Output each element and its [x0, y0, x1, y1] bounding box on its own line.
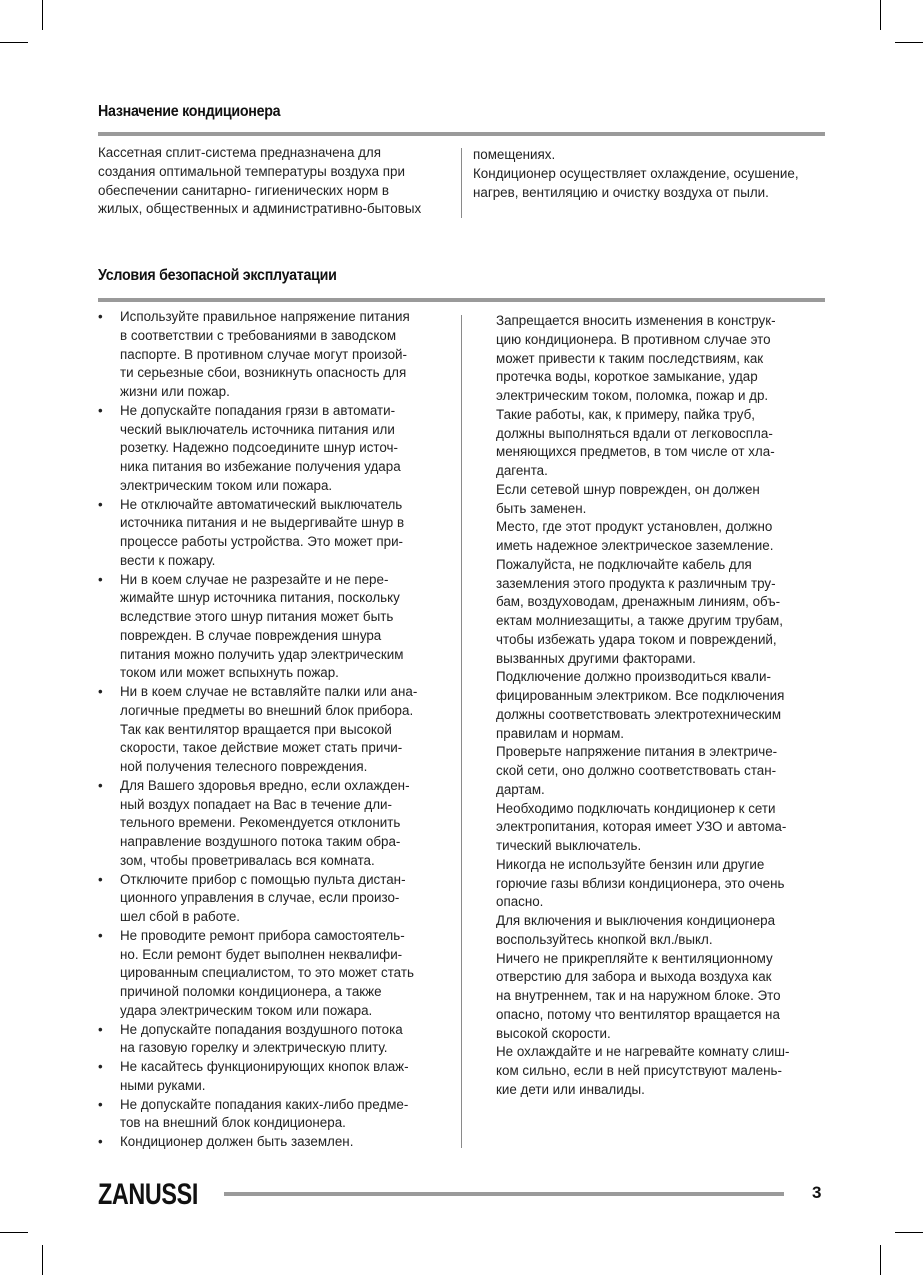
crop-mark-top-left-h [0, 42, 28, 43]
safety-column-divider [461, 315, 462, 1148]
crop-mark-bottom-left-h [0, 1232, 28, 1233]
bullet-text: Ни в коем случае не вставляйте палки или ана- логичные предметы во внешний блок прибора. Так как вентилятор вращается при высокой скорости, такое действие может стать причи- ной получения телесного повреждения. [120, 684, 418, 774]
purpose-column-divider [461, 148, 462, 218]
bullet-text: Кондиционер должен быть заземлен. [120, 1134, 354, 1149]
safety-paragraph: Необходимо подключать кондиционер к сети электропитания, которая имеет УЗО и автома- тический выключатель. [496, 800, 787, 853]
safety-paragraph: Проверьте напряжение питания в электриче- ской сети, оно должно соответствовать стан- дартам. [496, 744, 778, 797]
section-title-safety: Условия безопасной эксплуатации [98, 267, 337, 284]
bullet-text: Отключите прибор с помощью пульта дистан- ционного управления в случае, если произо- шел сбой в работе. [120, 871, 406, 924]
list-item [98, 1058, 453, 1096]
list-item [98, 308, 453, 402]
safety-paragraph: Для включения и выключения кондиционера воспользуйтесь кнопкой вкл./выкл. [496, 913, 776, 947]
bullet-text: Не отключайте автоматический выключатель источника питания и не выдергивайте шнур в процессе работы устройства. Это может при- вести к пожару. [120, 496, 405, 568]
list-item [98, 1096, 453, 1134]
bullet-icon: • [98, 777, 103, 793]
purpose-left-text: Кассетная сплит-система предназначена для создания оптимальной температуры воздуха при обеспечении санитарно- гигиенических норм в жилых, общественных и административно-бытовых [98, 145, 422, 217]
bullet-text: Не допускайте попадания воздушного потока на газовую горелку и электрическую плиту. [120, 1021, 403, 1056]
bullet-icon: • [98, 1059, 103, 1074]
crop-mark-top-right-v [880, 0, 881, 30]
bullet-icon: • [98, 402, 103, 418]
safety-paragraph: Пожалуйста, не подключайте кабель для заземления этого продукта к различным тру- бам, воздуховодам, дренажным линиям, объ- ектам молниезащиты, а также другим трубам, чтобы избежать удара током и повреждений, вызванных другими факторами. [496, 556, 783, 666]
bullet-icon: • [98, 927, 103, 943]
bullet-text: Для Вашего здоровья вредно, если охлажден- ный воздух попадает на Вас в течение дли- тельного времени. Рекомендуется отклонить направление воздушного потока таким обра- зом, чтобы проветривалась вся комната. [120, 777, 410, 868]
bullet-icon: • [98, 309, 103, 324]
safety-left-column [98, 308, 453, 1152]
list-item [98, 927, 453, 1021]
bullet-icon: • [98, 684, 103, 699]
safety-paragraph: Никогда не используйте бензин или другие горючие газы вблизи кондиционера, это очень опасно. [496, 856, 785, 910]
bullet-text: Не проводите ремонт прибора самостоятель- но. Если ремонт будет выполнен неквалифи- цированным специалистом, то это может стать причиной поломки кондиционера, а также удара электрическим током или пожара. [120, 927, 414, 1018]
list-item [98, 683, 453, 777]
safety-paragraph: Подключение должно производиться квали- фицированным электриком. Все подключения должны соответствовать электротехническим правилам и нормам. [496, 669, 785, 741]
safety-paragraph: Ничего не прикрепляйте к вентиляционному отверстию для забора и выхода воздуха как на внутреннем, так и на наружном блоке. Это опасно, потому что вентилятор вращается на высокой скорости. [496, 950, 781, 1041]
footer-rule [224, 1192, 784, 1196]
section-rule-purpose [98, 132, 825, 136]
page-number: 3 [812, 1183, 822, 1202]
purpose-left-column [98, 144, 453, 219]
brand-logo: ZANUSSI [98, 1178, 198, 1211]
bullet-text: Не допускайте попадания каких-либо предме- тов на внешний блок кондиционера. [120, 1096, 409, 1131]
safety-paragraph: Место, где этот продукт установлен, должно иметь надежное электрическое заземление. [496, 519, 774, 553]
list-item [98, 1133, 453, 1152]
list-item [98, 777, 453, 871]
list-item [98, 496, 453, 571]
list-item [98, 402, 453, 496]
safety-paragraph: Не охлаждайте и не нагревайте комнату слиш- ком сильно, если в ней присутствуют малень- кие дети или инвалиды. [496, 1044, 790, 1097]
crop-mark-bottom-left-v [42, 1245, 43, 1275]
safety-right-column [496, 312, 831, 1100]
bullet-text: Не касайтесь функционирующих кнопок влаж- ными руками. [120, 1059, 409, 1093]
purpose-right-text: помещениях. Кондиционер осуществляет охлаждение, осушение, нагрев, вентиляцию и очистку воздуха от пыли. [473, 147, 799, 200]
section-title-purpose: Назначение кондиционера [98, 103, 281, 120]
bullet-icon: • [98, 1134, 103, 1149]
safety-paragraph: Если сетевой шнур поврежден, он должен быть заменен. [496, 481, 760, 516]
list-item [98, 871, 453, 927]
crop-mark-top-left-v [42, 0, 43, 30]
bullet-icon: • [98, 1096, 103, 1112]
purpose-right-column [473, 146, 823, 202]
bullet-icon: • [98, 571, 103, 587]
safety-bullet-list [98, 308, 453, 1152]
bullet-text: Ни в коем случае не разрезайте и не пере- жимайте шнур источника питания, поскольку вследствие этого шнур питания может быть поврежден. В случае повреждения шнура питания можно получить удар электрическим током или может вспыхнуть пожар. [120, 571, 404, 681]
crop-mark-bottom-right-v [880, 1245, 881, 1275]
list-item [98, 571, 453, 684]
bullet-icon: • [98, 871, 103, 887]
bullet-icon: • [98, 1021, 103, 1037]
crop-mark-bottom-right-h [895, 1232, 923, 1233]
list-item [98, 1021, 453, 1059]
bullet-icon: • [98, 496, 103, 512]
crop-mark-top-right-h [895, 42, 923, 43]
bullet-text: Не допускайте попадания грязи в автомати- ческий выключатель источника питания или розетку. Надежно подсоедините шнур источ- ника питания во избежание получения удара электрическим током или пожара. [120, 402, 401, 493]
safety-paragraph: Запрещается вносить изменения в конструк- цию кондиционера. В противном случае это может привести к таким последствиям, как протечка воды, короткое замыкание, удар электрическим током, поломка, пожар и др. Такие работы, как, к примеру, пайка труб, должны выполняться вдали от легковоспла- меняющихся предметов, в том числе от хла- дагента. [496, 313, 776, 478]
bullet-text: Используйте правильное напряжение питания в соответствии с требованиями в заводском паспорте. В противном случае могут произой- ти серьезные сбои, возникнуть опасность для жизни или пожар. [120, 309, 410, 399]
section-rule-safety [98, 298, 825, 302]
